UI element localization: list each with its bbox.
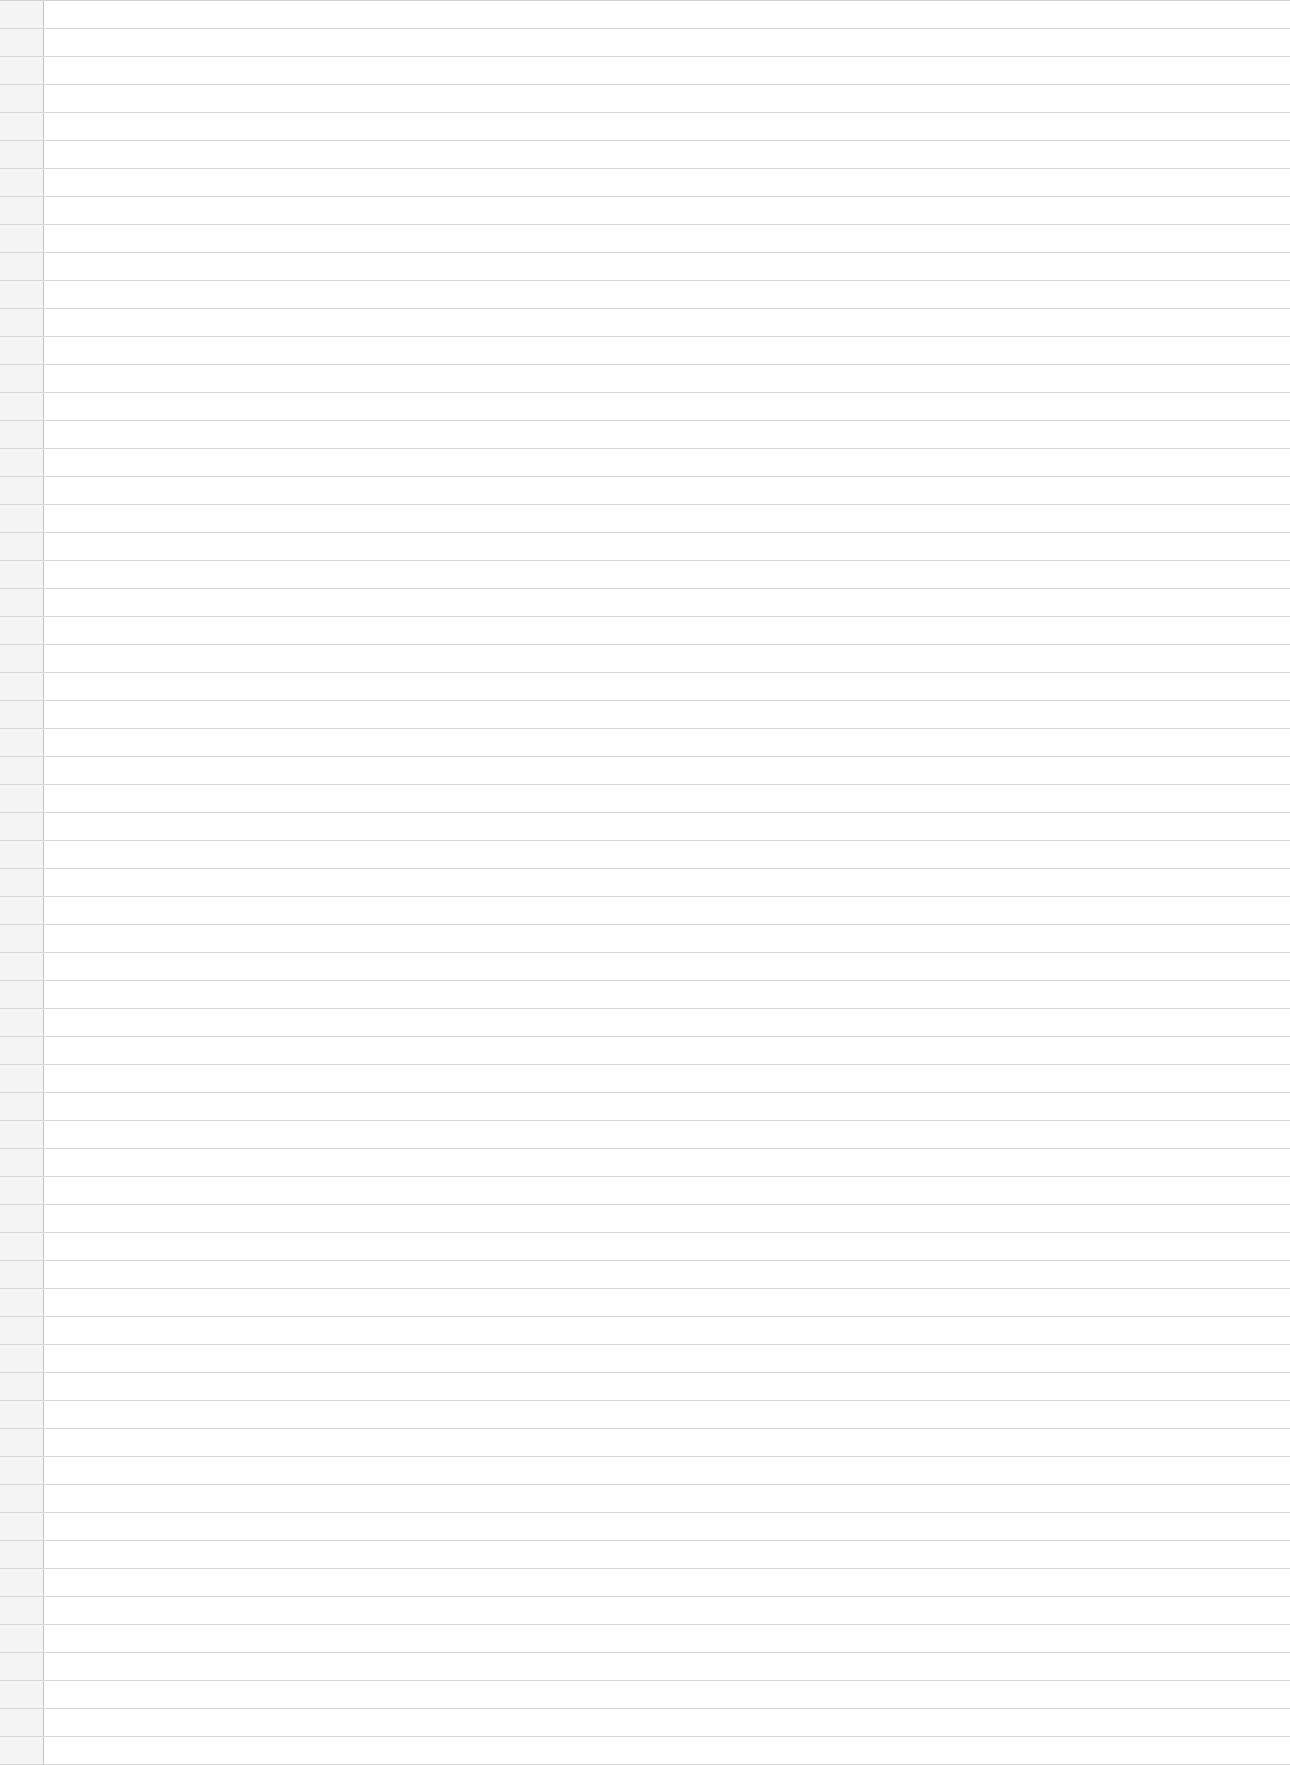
row-header-column (0, 1, 44, 1765)
horizontal-gridlines (0, 1, 1290, 1765)
